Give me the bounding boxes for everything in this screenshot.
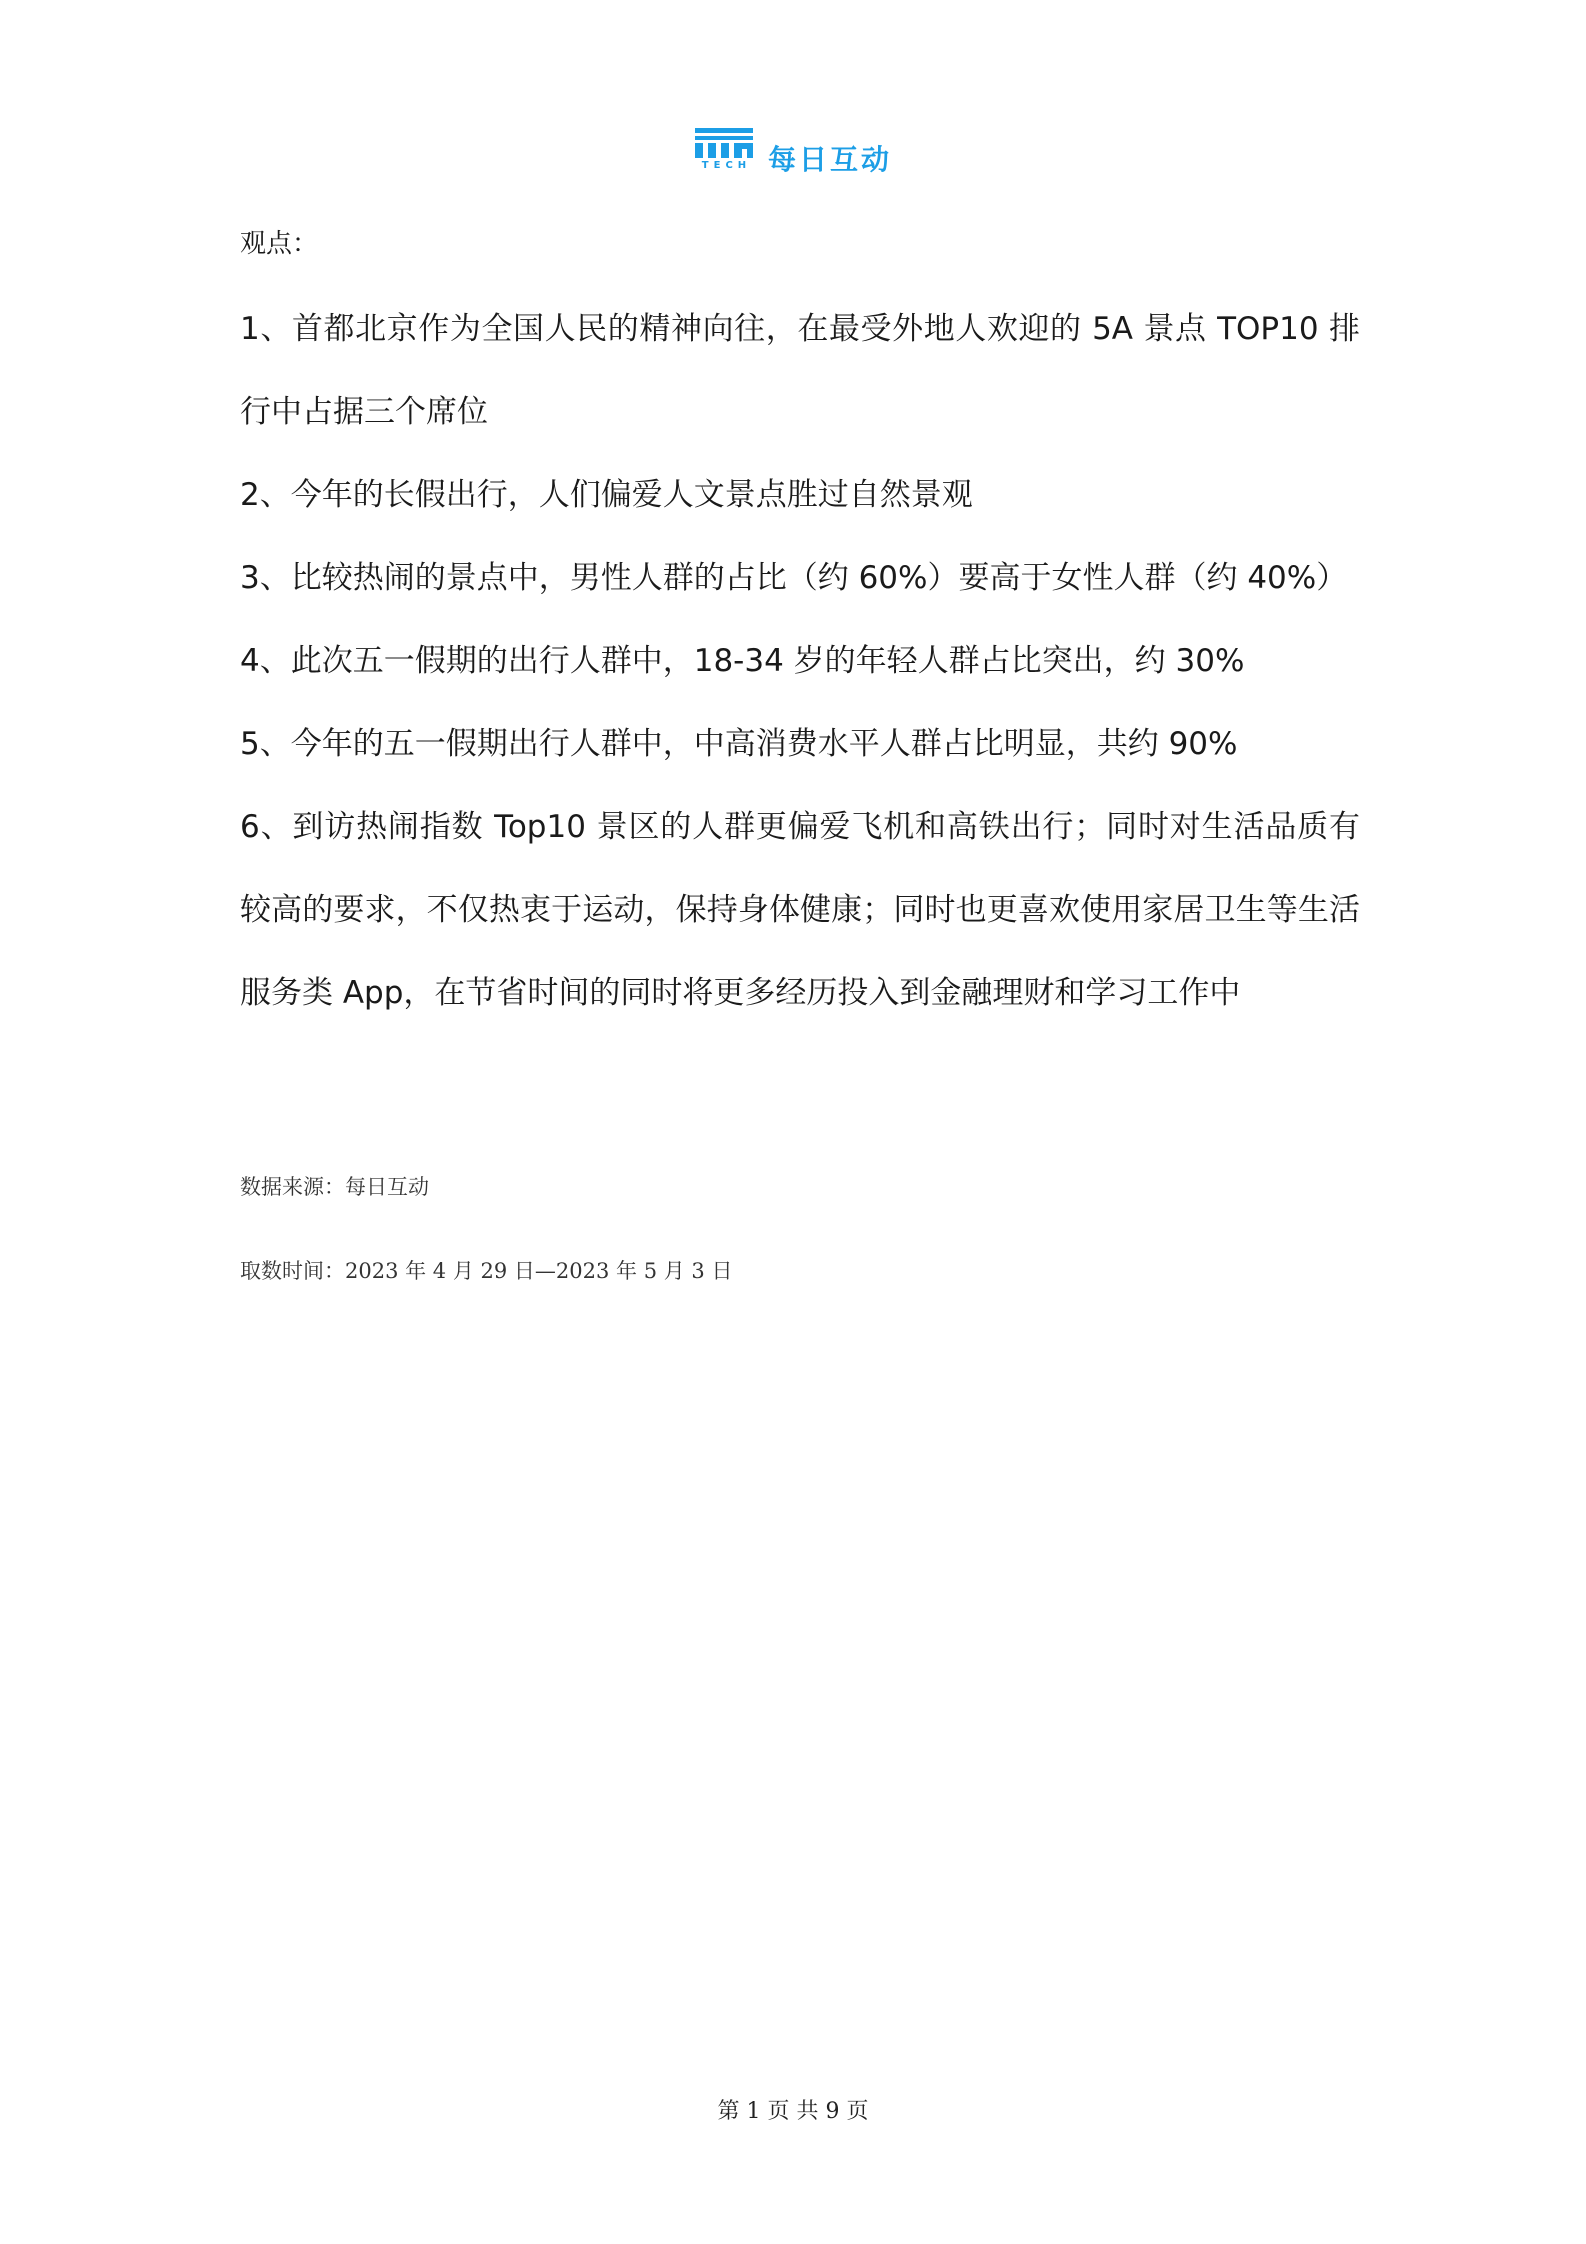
section-heading: 观点： bbox=[240, 229, 319, 259]
key-point-4: 4、此次五一假期的出行人群中，18-34 岁的年轻人群占比突出，约 30% bbox=[240, 643, 1245, 679]
key-points-list bbox=[240, 288, 1360, 1035]
key-point-6: 6、到访热闹指数 Top10 景区的人群更偏爱飞机和高铁出行；同时对生活品质有较高的要求，不仅热衷于运动，保持身体健康；同时也更喜欢使用家居卫生等生活服务类 App，在节省时间的同时将更多经历投入到金融理财和学习工作中 bbox=[240, 809, 1360, 1011]
logo-mark bbox=[694, 128, 754, 171]
logo-subtitle: TECH bbox=[701, 160, 752, 171]
key-point-1: 1、首都北京作为全国人民的精神向往，在最受外地人欢迎的 5A 景点 TOP10 排行中占据三个席位 bbox=[240, 311, 1360, 430]
key-point-3: 3、比较热闹的景点中，男性人群的占比（约 60%）要高于女性人群（约 40%） bbox=[240, 560, 1348, 596]
page-number: 第 1 页 共 9 页 bbox=[717, 2099, 869, 2124]
key-point-2: 2、今年的长假出行，人们偏爱人文景点胜过自然景观 bbox=[240, 477, 973, 513]
logo-wordmark: 每日互动 bbox=[767, 143, 892, 176]
key-point-5: 5、今年的五一假期出行人群中，中高消费水平人群占比明显，共约 90% bbox=[240, 726, 1238, 762]
data-source-note: 数据来源：每日互动 bbox=[240, 1175, 429, 1199]
main-content bbox=[240, 214, 1360, 1035]
data-period-note: 取数时间：2023 年 4 月 29 日—2023 年 5 月 3 日 bbox=[240, 1259, 733, 1283]
logo-mr-icon bbox=[695, 128, 753, 158]
company-logo bbox=[0, 128, 1586, 178]
